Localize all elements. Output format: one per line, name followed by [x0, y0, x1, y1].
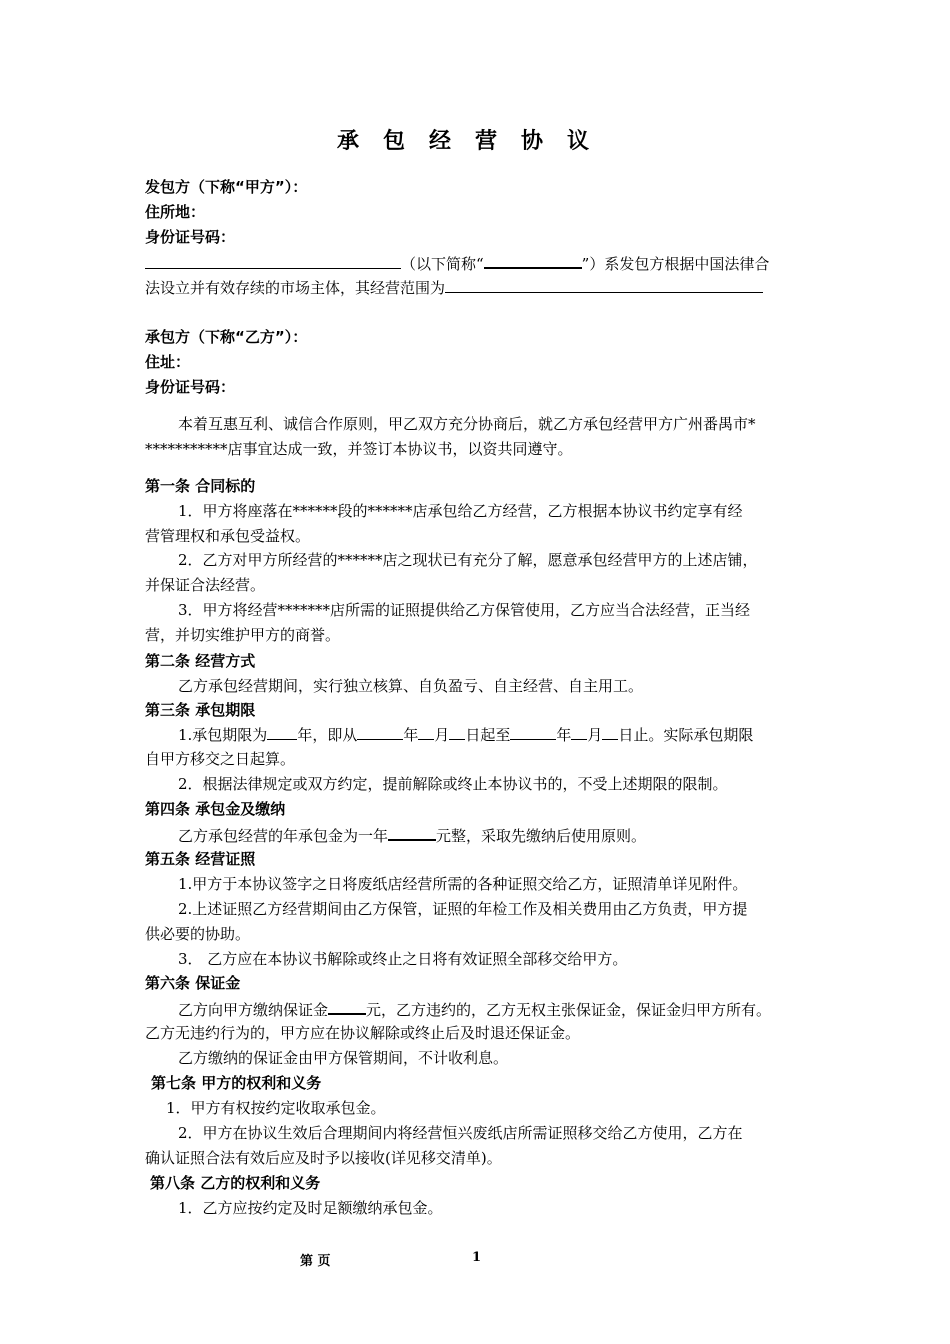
blank-end-day — [602, 725, 618, 740]
blank-end-month — [571, 725, 587, 740]
blank-start-month — [418, 725, 434, 740]
article-5-p3: 3． 乙方应在本协议书解除或终止之日将有效证照全部移交给甲方。 — [178, 950, 628, 968]
article-1-p3-cont: 营，并切实维护甲方的商誉。 — [145, 626, 341, 644]
footer-page-number: 1 — [472, 1250, 482, 1265]
blank-business-scope — [445, 278, 763, 293]
article-2-heading: 第二条 经营方式 — [145, 652, 256, 670]
article-2-p1: 乙方承包经营期间，实行独立核算、自负盈亏、自主经营、自主用工。 — [178, 677, 644, 695]
article-1-p1: 1．甲方将座落在******段的******店承包给乙方经营，乙方根据本协议书约定享有经 — [178, 502, 743, 520]
preamble-line1: 本着互惠互利、诚信合作原则，甲乙双方充分协商后，就乙方承包经营甲方广州番禺市* — [178, 415, 756, 433]
article-1-p1-cont: 营管理权和承包受益权。 — [145, 527, 311, 545]
party-a-intro-line1: （以下简称“ ”）系发包方根据中国法律合 — [145, 253, 769, 273]
article-4-heading: 第四条 承包金及缴纳 — [145, 800, 286, 818]
party-a-address: 住所地： — [145, 203, 206, 221]
party-b-address: 住址： — [145, 353, 191, 371]
article-6-p1: 乙方向甲方缴纳保证金 元，乙方违约的，乙方无权主张保证金，保证金归甲方所有。 — [178, 1001, 772, 1019]
article-1-p3: 3．甲方将经营*******店所需的证照提供给乙方保管使用，乙方应当合法经营，正当经 — [178, 601, 751, 619]
article-5-heading: 第五条 经营证照 — [145, 850, 256, 868]
blank-start-day — [449, 725, 465, 740]
article-3-heading: 第三条 承包期限 — [145, 701, 256, 719]
blank-deposit — [328, 999, 366, 1015]
article-3-p1-cont: 自甲方移交之日起算。 — [145, 750, 296, 768]
article-6-p1-cont: 乙方无违约行为的，甲方应在协议解除或终止后及时退还保证金。 — [145, 1024, 581, 1042]
article-8-p1: 1．乙方应按约定及时足额缴纳承包金。 — [178, 1199, 443, 1217]
article-5-p2-cont: 供必要的协助。 — [145, 925, 251, 943]
party-a-label: 发包方（下称“甲方”）： — [145, 178, 308, 196]
article-7-heading: 第七条 甲方的权利和义务 — [151, 1074, 322, 1092]
blank-end-year — [510, 725, 556, 740]
article-6-p2: 乙方缴纳的保证金由甲方保管期间，不计收利息。 — [178, 1049, 509, 1067]
article-3-p2: 2．根据法律规定或双方约定，提前解除或终止本协议书的，不受上述期限的限制。 — [178, 775, 728, 793]
footer-page-label: 第 页 — [300, 1254, 331, 1269]
blank-start-year — [357, 725, 403, 740]
party-a-intro-line2: 法设立并有效存续的市场主体，其经营范围为 — [145, 278, 763, 297]
document-title: 承包经营协议 — [336, 128, 613, 154]
blank-short-name — [484, 253, 582, 269]
article-8-heading: 第八条 乙方的权利和义务 — [150, 1174, 321, 1192]
article-4-p1: 乙方承包经营的年承包金为一年 元整，采取先缴纳后使用原则。 — [178, 827, 647, 845]
article-7-p1: 1．甲方有权按约定收取承包金。 — [166, 1099, 386, 1117]
blank-term-years — [267, 725, 297, 740]
article-5-p1: 1.甲方于本协议签字之日将废纸店经营所需的各种证照交给乙方，证照清单详见附件。 — [178, 875, 748, 893]
article-7-p2-cont: 确认证照合法有效后应及时予以接收(详见移交清单)。 — [145, 1149, 502, 1167]
article-6-heading: 第六条 保证金 — [145, 974, 241, 992]
article-5-p2: 2.上述证照乙方经营期间由乙方保管，证照的年检工作及相关费用由乙方负责，甲方提 — [178, 900, 748, 918]
blank-annual-fee — [388, 825, 436, 841]
party-b-id: 身份证号码： — [145, 378, 236, 396]
party-a-id: 身份证号码： — [145, 228, 236, 246]
article-1-p2: 2．乙方对甲方所经营的******店之现状已有充分了解，愿意承包经营甲方的上述店铺， — [178, 551, 758, 569]
article-3-p1: 1.承包期限为 年，即从 年 月 日起至 年 月 日止。实际承包期限 — [178, 726, 754, 744]
preamble-line2: ***********店事宜达成一致，并签订本协议书，以资共同遵守。 — [145, 440, 573, 458]
article-7-p2: 2．甲方在协议生效后合理期间内将经营恒兴废纸店所需证照移交给乙方使用，乙方在 — [178, 1124, 743, 1142]
blank-company-name — [145, 254, 401, 269]
article-1-heading: 第一条 合同标的 — [145, 477, 256, 495]
party-b-label: 承包方（下称“乙方”）： — [145, 328, 308, 346]
article-1-p2-cont: 并保证合法经营。 — [145, 576, 266, 594]
